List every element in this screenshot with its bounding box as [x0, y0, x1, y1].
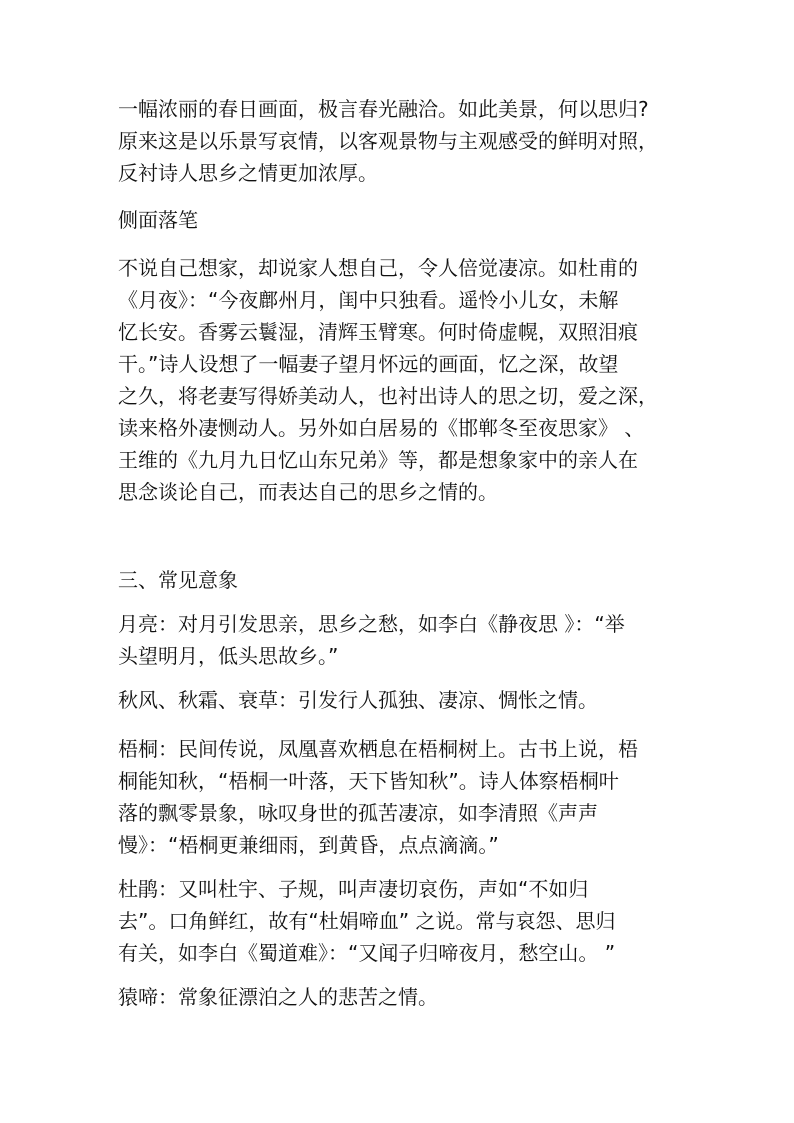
paragraph-spring-scene — [118, 93, 678, 189]
text-line: 原来这是以乐景写哀情，以客观景物与主观感受的鲜明对照， — [118, 129, 658, 153]
text-line: 有关，如李白《蜀道难》：“又闻子归啼夜月，愁空山。 ” — [118, 941, 616, 965]
text-line: 思念谈论自己，而表达自己的思乡之情的。 — [118, 480, 498, 504]
text-line: 猿啼：常象征漂泊之人的悲苦之情。 — [118, 985, 438, 1009]
text-line: 王维的《九月九日忆山东兄弟》等，都是想象家中的亲人在 — [118, 448, 638, 472]
text-line: 侧面落笔 — [118, 208, 198, 232]
text-line: 忆长安。香雾云鬟湿，清辉玉臂寒。何时倚虚幌，双照泪痕 — [118, 320, 638, 344]
paragraph-cuckoo — [118, 873, 678, 969]
text-line: 头望明月，低头思故乡。” — [118, 644, 339, 668]
text-line: 月亮：对月引发思亲，思乡之愁，如李白《静夜思 》：“举 — [118, 612, 625, 636]
text-line: 慢》：“梧桐更兼细雨，到黄昏，点点滴滴。” — [118, 833, 499, 857]
text-line: 三、常见意象 — [118, 568, 238, 592]
paragraph-side-writing — [118, 252, 678, 508]
text-line: 去”。口角鲜红，故有“杜娟啼血” 之说。常与哀怨、思归 — [118, 909, 616, 933]
text-line: 干。”诗人设想了一幅妻子望月怀远的画面，忆之深，故望 — [118, 352, 619, 376]
section-heading-side-writing — [118, 204, 678, 236]
text-line: 之久，将老妻写得娇美动人，也衬出诗人的思之切，爱之深， — [118, 384, 658, 408]
paragraph-autumn — [118, 684, 678, 716]
text-line: 一幅浓丽的春日画面，极言春光融洽。如此美景，何以思归? — [118, 97, 649, 121]
text-line: 桐能知秋，“梧桐一叶落，天下皆知秋”。诗人体察梧桐叶 — [118, 769, 619, 793]
paragraph-ape-cry — [118, 981, 678, 1013]
paragraph-moon — [118, 608, 678, 672]
text-line: 秋风、秋霜、衰草：引发行人孤独、凄凉、惆怅之情。 — [118, 688, 598, 712]
text-line: 梧桐：民间传说，凤凰喜欢栖息在梧桐树上。古书上说，梧 — [118, 737, 638, 761]
text-line: 不说自己想家，却说家人想自己，令人倍觉凄凉。如杜甫的 — [118, 256, 638, 280]
section-heading-common-imagery — [118, 564, 678, 596]
text-line: 杜鹃：又叫杜宇、子规，叫声凄切哀伤，声如“不如归 — [118, 877, 589, 901]
text-line: 落的飘零景象，咏叹身世的孤苦凄凉，如李清照《声声 — [118, 801, 598, 825]
text-line: 反衬诗人思乡之情更加浓厚。 — [118, 161, 378, 185]
text-line: 《月夜》：“今夜鄜州月，闺中只独看。遥怜小儿女，未解 — [118, 288, 619, 312]
paragraph-phoenix-tree — [118, 733, 678, 861]
text-line: 读来格外凄恻动人。另外如白居易的《邯郸冬至夜思家》 、 — [118, 416, 645, 440]
